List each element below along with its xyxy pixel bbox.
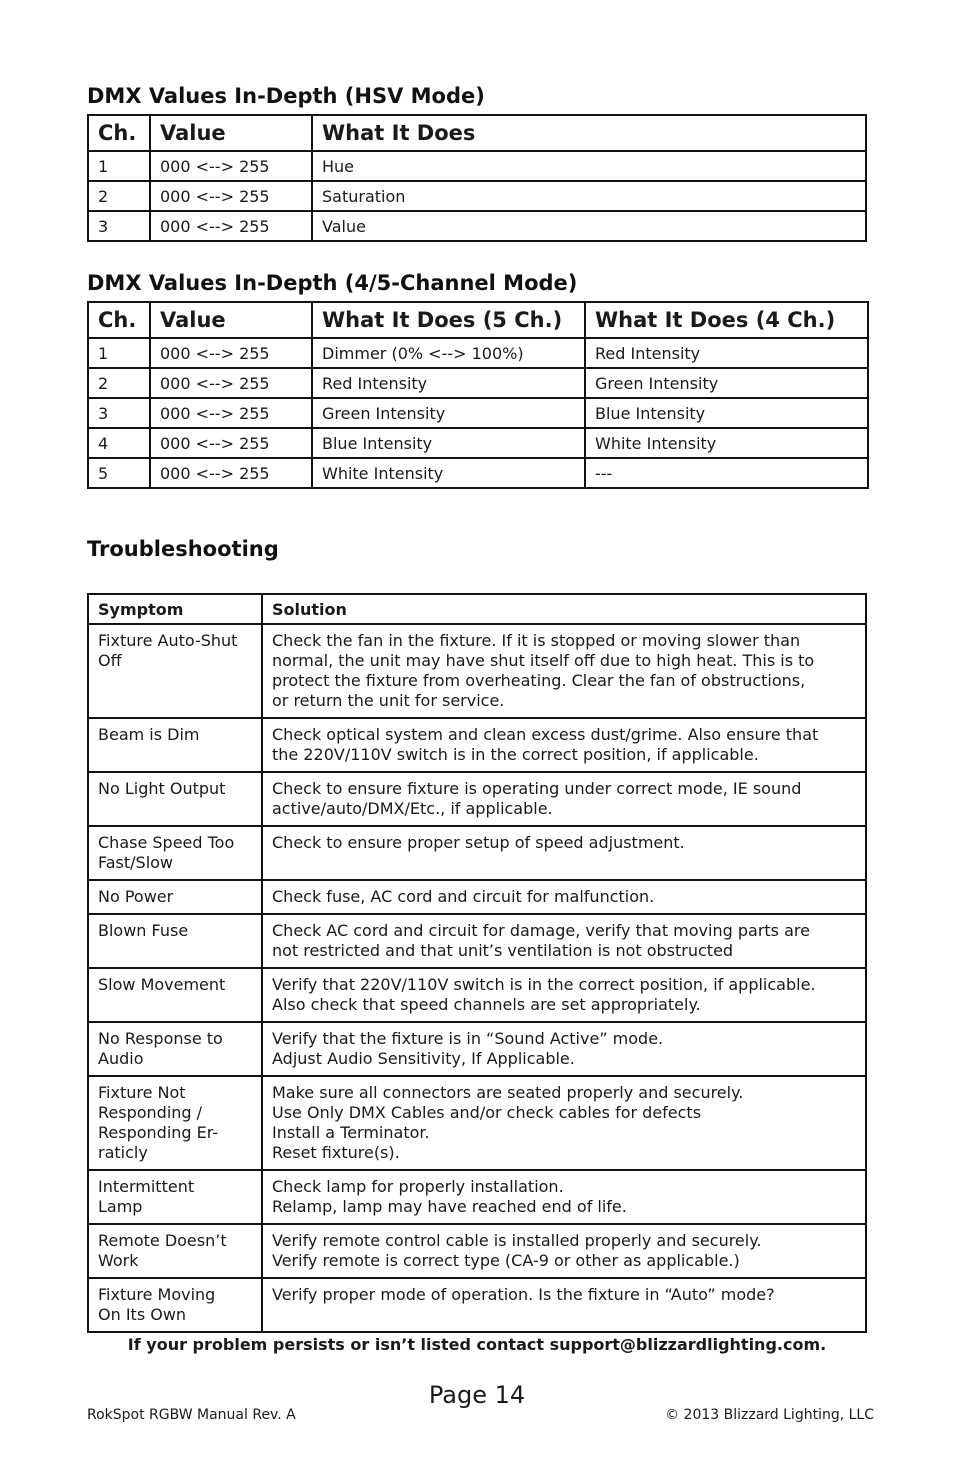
table-row <box>88 338 868 368</box>
cell-symptom: No Light Output <box>88 772 262 826</box>
cell-channel: 1 <box>88 338 150 368</box>
cell-5ch: Green Intensity <box>312 398 585 428</box>
table-row <box>88 880 866 914</box>
table-row <box>88 718 866 772</box>
cell-channel: 3 <box>88 398 150 428</box>
cell-symptom: Blown Fuse <box>88 914 262 968</box>
table-header-row <box>88 302 868 338</box>
cell-solution: Check to ensure proper setup of speed adjustment. <box>262 826 866 880</box>
table-row <box>88 1170 866 1224</box>
cell-4ch: Red Intensity <box>585 338 868 368</box>
page-number: Page 14 <box>428 1381 526 1409</box>
table-row <box>88 968 866 1022</box>
cell-5ch: White Intensity <box>312 458 585 488</box>
cell-5ch: Red Intensity <box>312 368 585 398</box>
cell-solution: Check to ensure fixture is operating under correct mode, IE sound active/auto/DMX/Etc., if applicable. <box>262 772 866 826</box>
table-row <box>88 398 868 428</box>
table-row <box>88 826 866 880</box>
table-row <box>88 624 866 718</box>
cell-4ch: White Intensity <box>585 428 868 458</box>
cell-symptom: Remote Doesn’t Work <box>88 1224 262 1278</box>
cell-symptom: Slow Movement <box>88 968 262 1022</box>
cell-symptom: No Response to Audio <box>88 1022 262 1076</box>
table-row <box>88 1076 866 1170</box>
cell-solution: Verify that 220V/110V switch is in the correct position, if applicable. Also check that speed channels are set appropriately. <box>262 968 866 1022</box>
cell-channel: 5 <box>88 458 150 488</box>
header-symptom: Symptom <box>88 594 262 624</box>
cell-symptom: Beam is Dim <box>88 718 262 772</box>
cell-value: 000 <--> 255 <box>150 428 312 458</box>
cell-solution: Check optical system and clean excess dust/grime. Also ensure that the 220V/110V switch is in the correct position, if applicable. <box>262 718 866 772</box>
header-solution: Solution <box>262 594 866 624</box>
channel-mode-table <box>87 301 869 489</box>
header-what-it-does: What It Does <box>312 115 866 151</box>
table-row <box>88 428 868 458</box>
cell-symptom: Chase Speed Too Fast/Slow <box>88 826 262 880</box>
cell-solution: Verify remote control cable is installed properly and securely. Verify remote is correct type (CA-9 or other as applicable.) <box>262 1224 866 1278</box>
cell-value: 000 <--> 255 <box>150 181 312 211</box>
cell-solution: Make sure all connectors are seated properly and securely. Use Only DMX Cables and/or check cables for defects Install a Terminator. Reset fixture(s). <box>262 1076 866 1170</box>
troubleshooting-title: Troubleshooting <box>87 537 279 561</box>
cell-symptom: Fixture Moving On Its Own <box>88 1278 262 1332</box>
manual-revision: RokSpot RGBW Manual Rev. A <box>87 1407 296 1423</box>
hsv-section-title: DMX Values In-Depth (HSV Mode) <box>87 84 485 108</box>
table-row <box>88 181 866 211</box>
cell-symptom: Intermittent Lamp <box>88 1170 262 1224</box>
support-footnote: If your problem persists or isn’t listed contact support@blizzardlighting.com. <box>127 1335 827 1354</box>
cell-function: Saturation <box>312 181 866 211</box>
table-header-row <box>88 594 866 624</box>
cell-5ch: Blue Intensity <box>312 428 585 458</box>
troubleshooting-table <box>87 593 867 1333</box>
table-row <box>88 1022 866 1076</box>
header-4ch: What It Does (4 Ch.) <box>585 302 868 338</box>
cell-solution: Check lamp for properly installation. Relamp, lamp may have reached end of life. <box>262 1170 866 1224</box>
table-row <box>88 914 866 968</box>
cell-value: 000 <--> 255 <box>150 368 312 398</box>
cell-solution: Verify proper mode of operation. Is the fixture in “Auto” mode? <box>262 1278 866 1332</box>
cell-channel: 2 <box>88 368 150 398</box>
cell-channel: 1 <box>88 151 150 181</box>
cell-solution: Check the fan in the fixture. If it is stopped or moving slower than normal, the unit may have shut itself off due to high heat. This is to protect the fixture from overheating. Clear the fan of obstructions, or return the unit for service. <box>262 624 866 718</box>
cell-channel: 3 <box>88 211 150 241</box>
copyright: © 2013 Blizzard Lighting, LLC <box>665 1407 874 1423</box>
cell-solution: Verify that the fixture is in “Sound Active” mode. Adjust Audio Sensitivity, If Applicable. <box>262 1022 866 1076</box>
table-row <box>88 1224 866 1278</box>
cell-solution: Check fuse, AC cord and circuit for malfunction. <box>262 880 866 914</box>
channel-section-title: DMX Values In-Depth (4/5-Channel Mode) <box>87 271 578 295</box>
cell-channel: 4 <box>88 428 150 458</box>
table-row <box>88 368 868 398</box>
table-header-row <box>88 115 866 151</box>
header-channel: Ch. <box>88 115 150 151</box>
table-row <box>88 772 866 826</box>
cell-function: Hue <box>312 151 866 181</box>
cell-value: 000 <--> 255 <box>150 151 312 181</box>
cell-symptom: No Power <box>88 880 262 914</box>
cell-value: 000 <--> 255 <box>150 211 312 241</box>
cell-4ch: Blue Intensity <box>585 398 868 428</box>
table-row <box>88 151 866 181</box>
cell-value: 000 <--> 255 <box>150 338 312 368</box>
header-value: Value <box>150 115 312 151</box>
hsv-table <box>87 114 867 242</box>
header-value: Value <box>150 302 312 338</box>
cell-value: 000 <--> 255 <box>150 458 312 488</box>
table-row <box>88 211 866 241</box>
cell-symptom: Fixture Not Responding / Responding Er- raticly <box>88 1076 262 1170</box>
header-5ch: What It Does (5 Ch.) <box>312 302 585 338</box>
cell-4ch: --- <box>585 458 868 488</box>
table-row <box>88 1278 866 1332</box>
cell-symptom: Fixture Auto-Shut Off <box>88 624 262 718</box>
cell-5ch: Dimmer (0% <--> 100%) <box>312 338 585 368</box>
cell-channel: 2 <box>88 181 150 211</box>
cell-4ch: Green Intensity <box>585 368 868 398</box>
cell-solution: Check AC cord and circuit for damage, verify that moving parts are not restricted and that unit’s ventilation is not obstructed <box>262 914 866 968</box>
table-row <box>88 458 868 488</box>
header-channel: Ch. <box>88 302 150 338</box>
cell-value: 000 <--> 255 <box>150 398 312 428</box>
cell-function: Value <box>312 211 866 241</box>
